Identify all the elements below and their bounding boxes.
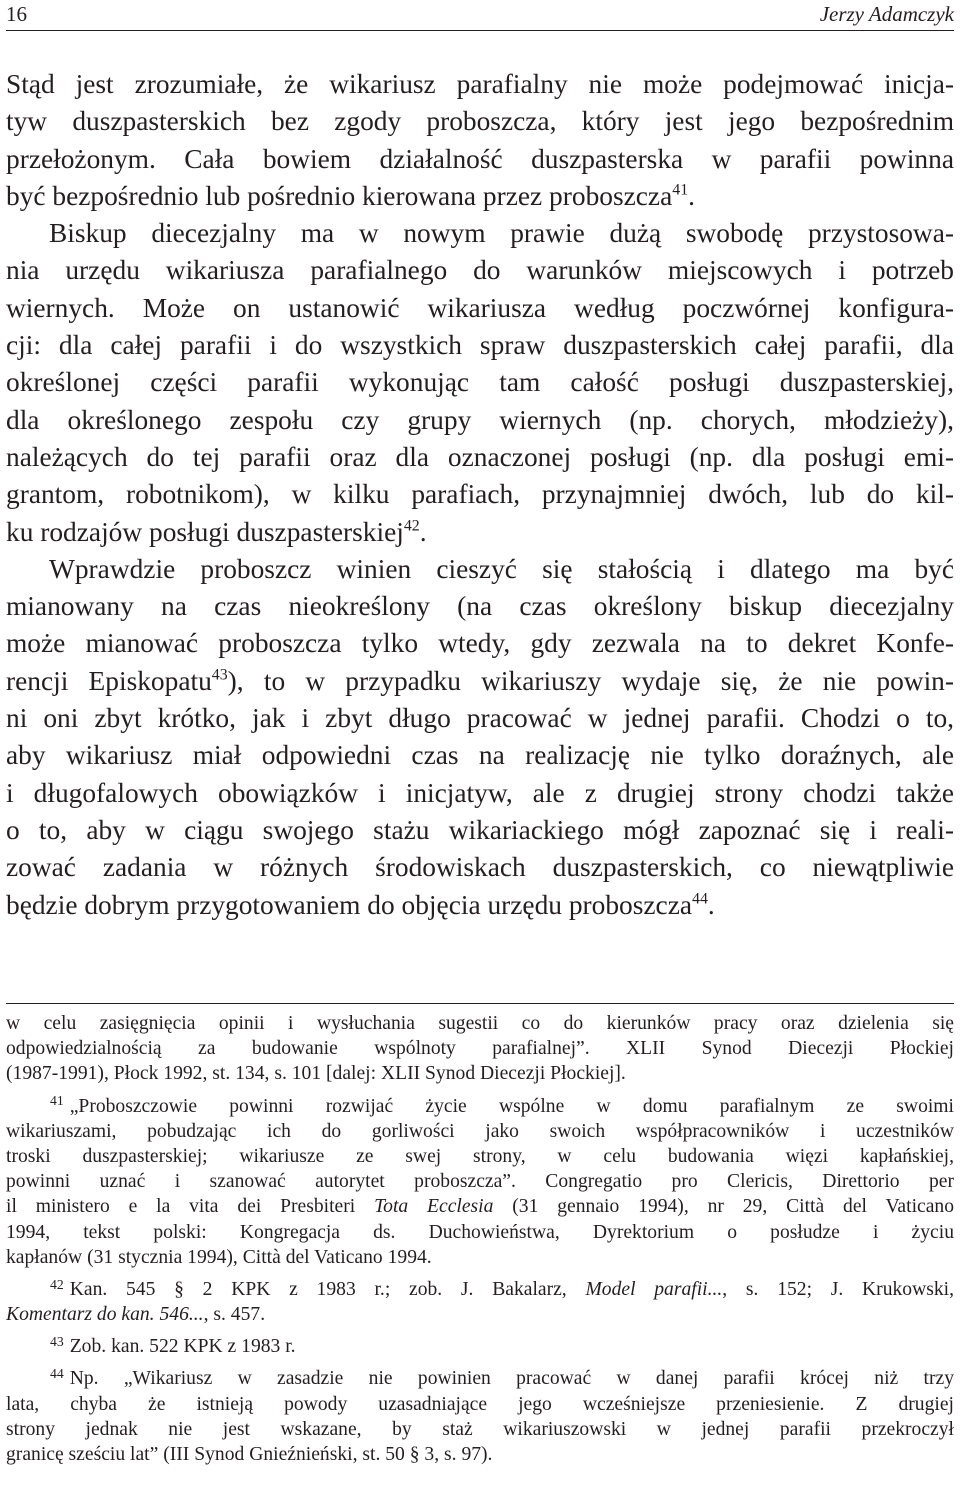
text-line: grantom, robotnikom), w kilku parafiach, przynajmniej dwóch, lub do kil- [6,479,954,510]
footnote-line: lata, chyba że istnieją powody uzasadniające jego wcześniejsze przeniesienie. Z drugiej [6,1393,954,1415]
text-line: o to, aby w ciągu swojego stażu wikariackiego mógł zapoznać się i reali- [6,814,954,845]
text-line: tyw duszpasterskich bez zgody proboszcza, który jest jego bezpośrednim [6,106,954,137]
text-line: ni oni zbyt krótko, jak i zbyt długo pracować w jednej parafii. Chodzi o to, [6,703,954,734]
text-line: rencji Episkopatu$^{43}$), to w przypadku wikariuszy wydaje się, że nie powin- [6,665,954,696]
footnote-line: il ministero e la vita dei Presbiteri Tota Ecclesia (31 gennaio 1994), nr 29, Città del Vaticano [6,1196,954,1218]
text-line: zować zadania w różnych środowiskach duszpasterskich, co niewątpliwie [6,852,954,883]
footnote-number: 41 [50,1093,64,1109]
text-line: być bezpośrednio lub pośrednio kierowana przez proboszcza$^{41}$. [6,180,695,211]
footnote-separator [6,1003,954,1004]
text-line: może mianować proboszcza tylko wtedy, gdy zezwala na to dekret Konfe- [6,628,954,659]
text-line: cji: dla całej parafii i do wszystkich spraw duszpasterskich całej parafii, dla [6,330,954,361]
text-line: będzie dobrym przygotowaniem do objęcia urzędu proboszcza$^{44}$. [6,889,715,920]
italic-title: Model parafii... [585,1278,723,1300]
text-line: Wprawdzie proboszcz winien cieszyć się stałością i dlatego ma być [49,553,954,584]
footnote-ref: 43 [211,666,228,684]
text-line: Stąd jest zrozumiałe, że wikariusz parafialny nie może podejmować inicja- [6,69,954,99]
text-line: wiernych. Może on ustanowić wikariusza według poczwórnej konfigura- [6,292,954,323]
text-line: i długofalowych obowiązków i inicjatyw, ale z drugiej strony chodzi także [6,777,954,808]
text-line: Biskup diecezjalny ma w nowym prawie dużą swobodę przystosowa- [49,218,954,249]
page-number: 16 [6,2,27,26]
footnote-43: $^{43}$ Zob. kan. 522 KPK z 1983 r. [50,1334,296,1358]
footnote-44: $^{44}$ Np. „Wikariusz w zasadzie nie powinien pracować w danej parafii krócej niż trzy [50,1366,954,1390]
text-line: nia urzędu wikariusza parafialnego do warunków miejscowych i potrzeb [6,255,954,286]
footnote-line: 1994, tekst polski: Kongregacja ds. Duchowieństwa, Dyrektorium o posłudze i życiu [6,1221,954,1243]
italic-title: Tota Ecclesia [374,1196,494,1218]
body-text [6,66,954,924]
text-line: dla określonego zespołu czy grupy wiernych (np. chorych, młodzieży), [6,404,954,435]
footnote-ref: 41 [672,181,689,199]
footnote-41: $^{41}$ „Proboszczowie powinni rozwijać życie wspólne w domu parafialnym ze swoimi [50,1093,954,1117]
footnote-line: powinni uznać i szanować autorytet proboszcza”. Congregatio pro Clericis, Direttorio per [6,1171,954,1193]
footnote-ref: 42 [403,517,420,535]
text-line: określonej części parafii wykonując tam całość posługi duszpasterskiej, [6,367,954,398]
footnote-line: wikariuszami, pobudzając ich do gorliwości jako swoich współpracowników i uczestników [6,1120,954,1142]
footnote-42: $^{42}$ Kan. 545 § 2 KPK z 1983 r.; zob. J. Bakalarz, Model parafii..., s. 152; J. Krukowski, [50,1276,954,1300]
footnote-continuation-line: odpowiedzialnością za budowanie wspólnoty parafialnej”. XLII Synod Diecezji Płockiej [6,1038,954,1060]
footnote-continuation-line: w celu zasięgnięcia opinii i wysłuchania sugestii co do kierunków pracy oraz dzielenia się [6,1013,954,1034]
text-line: przełożonym. Cała bowiem działalność duszpasterska w parafii powinna [6,143,954,174]
footnote-number: 42 [50,1276,64,1292]
footnote-number: 43 [50,1334,64,1350]
footnotes [6,1011,954,1467]
footnote-line: kapłanów (31 stycznia 1994), Città del Vaticano 1994. [6,1246,432,1268]
text-line: ku rodzajów posługi duszpasterskiej$^{42}$. [6,516,427,547]
text-line: aby wikariusz miał odpowiedni czas na realizację nie tylko doraźnych, ale [6,740,954,771]
footnote-line: strony jednak nie jest wskazane, by staż wikariuszowski w jednej parafii przekroczył [6,1418,954,1440]
footnote-number: 44 [50,1366,64,1382]
footnote-line: troski duszpasterskiej; wikariusze ze swej strony, w celu budowania więzi kapłańskiej, [6,1145,954,1167]
text-line: należących do tej parafii oraz dla oznaczonej posługi (np. dla posługi emi- [6,441,954,472]
footnote-ref: 44 [692,890,708,908]
running-head-author: Jerzy Adamczyk [819,2,954,26]
footnote-line: Komentarz do kan. 546..., s. 457. [6,1304,266,1326]
footnote-continuation-line: (1987-1991), Płock 1992, st. 134, s. 101 [dalej: XLII Synod Diecezji Płockiej]. [6,1063,626,1085]
running-header [6,0,954,31]
italic-title: Komentarz do kan. 546... [6,1304,204,1326]
footnote-line: granicę sześciu lat” (III Synod Gnieźnieński, st. 50 § 3, s. 97). [6,1444,493,1465]
text-line: mianowany na czas nieokreślony (na czas określony biskup diecezjalny [6,591,954,622]
